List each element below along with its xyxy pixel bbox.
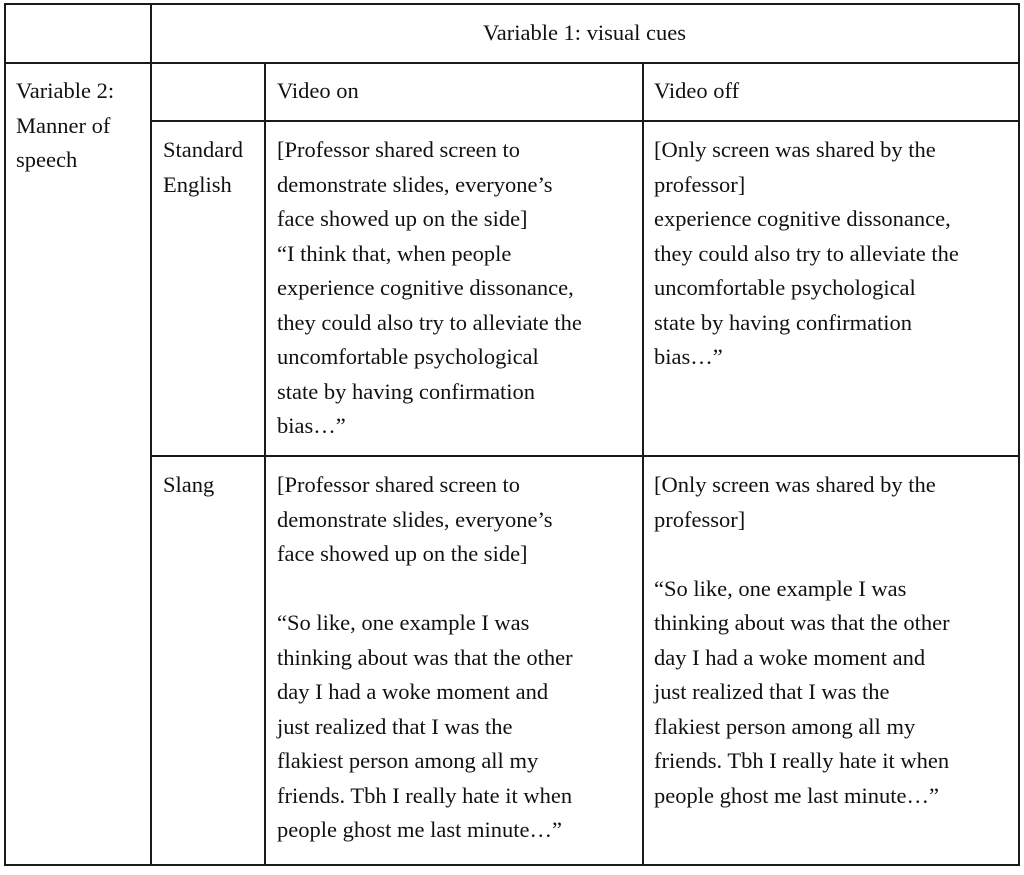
cell-text-line: professor] [654, 171, 746, 197]
column-header-video-on: Video on [277, 78, 359, 103]
cell-text-line: “So like, one example I was [654, 575, 907, 601]
row-label-slang: Slang [163, 472, 215, 497]
variable2-label-line: speech [16, 147, 78, 172]
variable2-label-line: Manner of [16, 112, 111, 138]
table-border-left [4, 3, 6, 865]
table-border-right [1018, 3, 1020, 865]
cell-slang-video-on [277, 468, 573, 848]
variable2-label [16, 74, 114, 178]
cell-text-line: people ghost me last minute…” [277, 817, 562, 842]
table-border-top [4, 3, 1020, 5]
cell-text-line: just realized that I was the [277, 713, 513, 739]
cell-text-line: just realized that I was the [654, 679, 890, 704]
cell-text-line: friends. Tbh I really hate it when [277, 782, 573, 808]
cell-text-line: professor] [654, 506, 746, 532]
cell-text-line: they could also try to alleviate the [654, 240, 959, 266]
row-label-line: English [163, 171, 232, 197]
paragraph-gap [654, 537, 950, 572]
cell-text-line: experience cognitive dissonance, [654, 206, 951, 231]
cell-text-line: day I had a woke moment and [277, 679, 549, 704]
cell-text-line: day I had a woke moment and [654, 644, 926, 670]
cell-text-line: [Professor shared screen to [277, 472, 521, 497]
paragraph-gap [277, 572, 573, 607]
cell-text-line: state by having confirmation [277, 378, 536, 404]
cell-text-line: “So like, one example I was [277, 610, 530, 635]
cell-text-line: face showed up on the side] [277, 541, 528, 566]
cell-text-line: uncomfortable psychological [654, 275, 916, 300]
table-rule-col3 [642, 62, 644, 865]
cell-text-line: “I think that, when people [277, 240, 512, 266]
table-rule-header [4, 62, 1020, 64]
cell-text-line: flakiest person among all my [654, 713, 916, 739]
cell-text-line: people ghost me last minute…” [654, 782, 939, 808]
row-label-standard-english [163, 133, 243, 202]
cell-text-line: [Professor shared screen to [277, 137, 521, 162]
cell-standard-video-off [654, 133, 959, 375]
cell-text-line: friends. Tbh I really hate it when [654, 748, 950, 773]
cell-text-line: bias…” [277, 413, 346, 438]
cell-text-line: flakiest person among all my [277, 748, 539, 773]
table-rule-col2 [264, 62, 266, 865]
cell-slang-video-off [654, 468, 950, 813]
cell-standard-video-on [277, 133, 582, 444]
variable2-label-line: Variable 2: [16, 78, 115, 103]
column-header-video-off: Video off [654, 78, 740, 103]
table-rule-col1 [150, 3, 152, 865]
cell-text-line: thinking about was that the other [654, 610, 950, 635]
row-label-line: Standard [163, 137, 243, 162]
cell-text-line: bias…” [654, 344, 723, 369]
cell-text-line: face showed up on the side] [277, 206, 528, 231]
table-rule-column-headers [150, 120, 1020, 122]
cell-text-line: [Only screen was shared by the [654, 137, 936, 162]
table-rule-rows [150, 455, 1020, 457]
cell-text-line: uncomfortable psychological [277, 344, 539, 369]
cell-text-line: they could also try to alleviate the [277, 309, 582, 335]
table-border-bottom [4, 864, 1020, 866]
cell-text-line: demonstrate slides, everyone’s [277, 171, 553, 197]
header-variable1: Variable 1: visual cues [482, 20, 687, 45]
cell-text-line: demonstrate slides, everyone’s [277, 506, 553, 532]
cell-text-line: experience cognitive dissonance, [277, 275, 574, 300]
cell-text-line: [Only screen was shared by the [654, 472, 936, 497]
cell-text-line: state by having confirmation [654, 309, 913, 335]
cell-text-line: thinking about was that the other [277, 644, 573, 670]
